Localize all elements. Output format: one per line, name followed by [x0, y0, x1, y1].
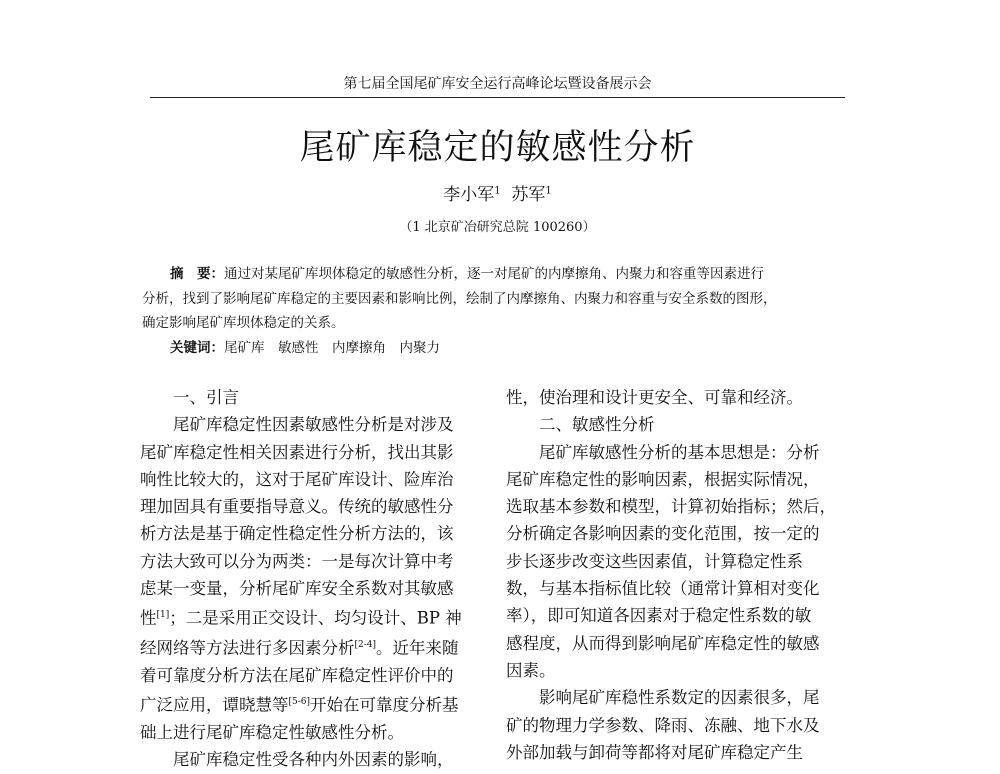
- citation: [5-6]: [288, 697, 311, 708]
- keywords: 关键词：尾矿库 敏感性 内摩擦角 内聚力: [170, 339, 440, 356]
- authors: 李小军$^1$ 苏军$^1$: [443, 185, 552, 205]
- abstract-label: 摘 要：: [170, 266, 224, 282]
- paper-title: 尾矿库稳定的敏感性分析: [299, 128, 696, 168]
- section-heading: 二、敏感性分析: [539, 415, 655, 435]
- citation: [1]: [156, 610, 170, 621]
- section-heading: 一、引言: [173, 388, 239, 407]
- affiliation: （1 北京矿冶研究总院 100260）: [399, 220, 596, 235]
- author: 李小军: [443, 185, 495, 205]
- author: 苏军: [511, 185, 546, 205]
- running-header: 第七届全国尾矿库安全运行高峰论坛暨设备展示会: [343, 76, 652, 92]
- right-column: 性，使治理和设计更安全、可靠和经济。 二、敏感性分析 尾矿库敏感性分析的基本思想是：分析 尾矿库稳定性的影响因素，根据实际情况， 选取基本参数和模型，计算初始指标；然后， 分析确定各影响因素的变化范围，按一定的 步长逐步改变这些因素值，计算稳定性系 数，与基本指标值比较（通常计算相对变化 率），即可知道各因素对于稳定性系数的敏 感程度，从而得到影响尾矿库稳定性的敏感 因素。 影响尾矿库稳性系数定的因素很多，尾 矿的物理力学参数、降雨、冻融、地下水及 外部加载与卸荷等都将对尾矿库稳定产生: [506, 384, 841, 766]
- left-column: 一、引言 尾矿库稳定性因素敏感性分析是对涉及 尾矿库稳定性相关因素进行分析，找出其影 响性比较大的，这对于尾矿库设计、险库治 理加固具有重要指导意义。传统的敏感性分 析方法是基于确定性稳定性分析方法的，该 方法大致可以分为两类：一是每次计算中考 虑某一变量，分析尾矿库安全系数对其敏感 性[1]；二是采用正交设计、均匀设计、BP 神 经网络等方法进行多因素分析[2-4]。近年来随 着可靠度分析方法在尾矿库稳定性评价中的 广泛应用，谭晓慧等[5-6]开始在可靠度分析基 础上进行尾矿库稳定性敏感性分析。 尾矿库稳定性受各种内外因素的影响，: [140, 384, 475, 774]
- citation: [2-4]: [354, 640, 377, 651]
- abstract: 摘 要：通过对某尾矿库坝体稳定的敏感性分析，逐一对尾矿的内摩擦角、内聚力和容重等因素进行 分析，找到了影响尾矿库稳定的主要因素和影响比例，绘制了内摩擦角、内聚力和容重与安全系数的图形， 确定影响尾矿库坝体稳定的关系。 关键词：尾矿库 敏感性 内摩擦角 内聚力: [142, 262, 847, 360]
- header-rule: [150, 97, 845, 98]
